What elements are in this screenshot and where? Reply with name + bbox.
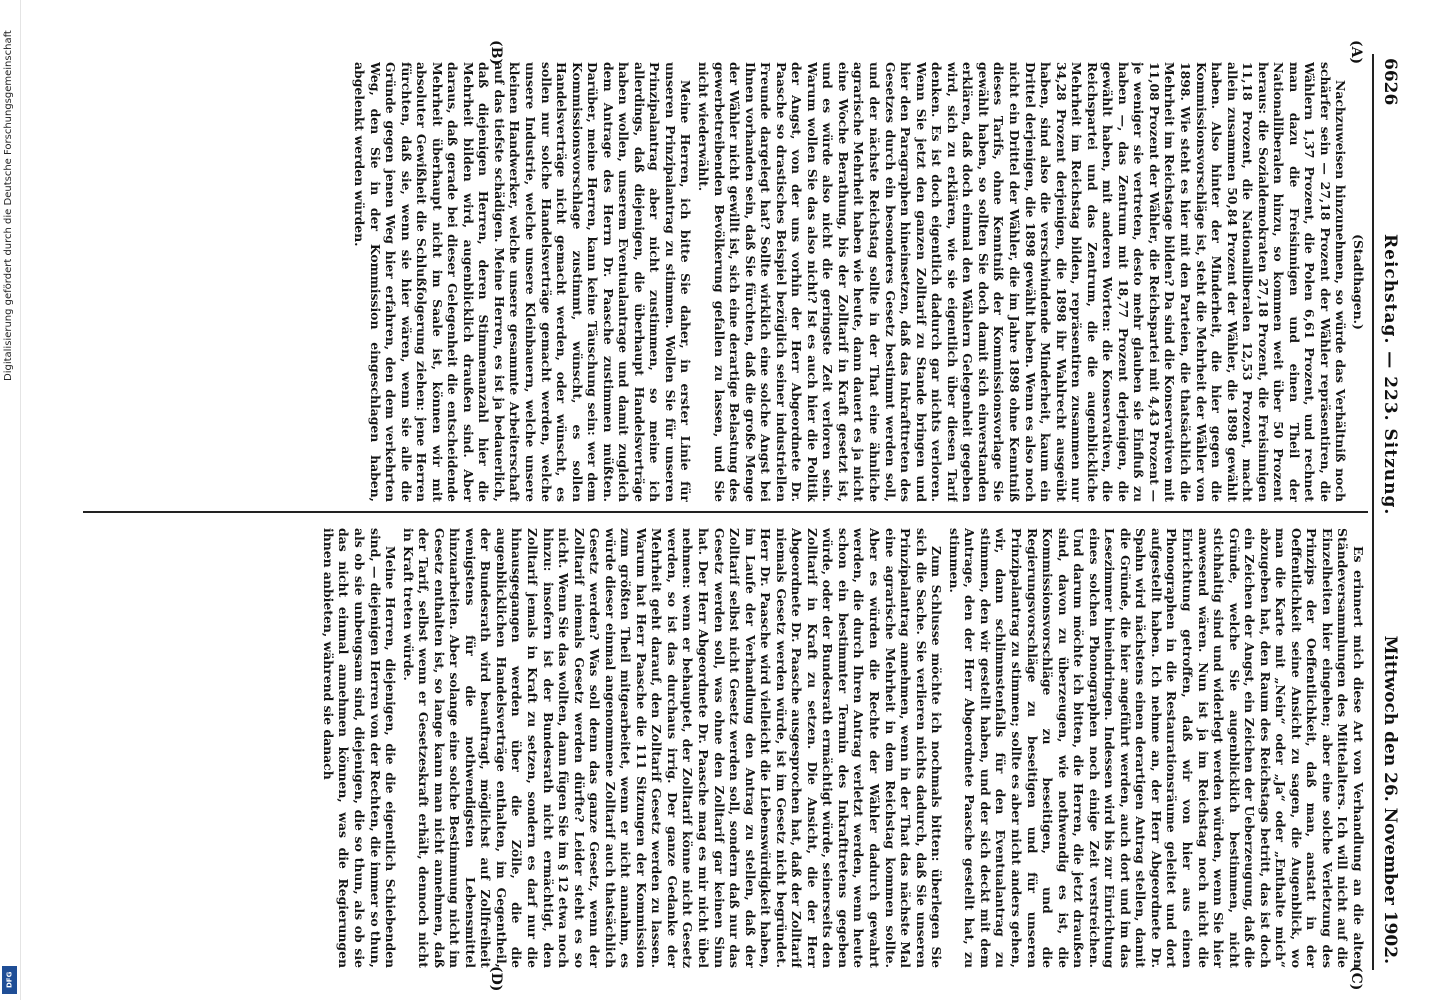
rotated-newspaper-page bbox=[80, 40, 1404, 992]
page-number: 6626 bbox=[1380, 58, 1400, 106]
page-title: Reichstag. — 223. Sitzung. bbox=[1380, 234, 1400, 516]
margin-mark-a: (A) bbox=[1348, 40, 1364, 65]
running-head bbox=[1372, 54, 1404, 970]
margin-mark-c: (C) bbox=[1348, 966, 1364, 991]
speaker-name: (Stadthagen.) bbox=[1351, 234, 1366, 330]
paragraph: Nachzuweisen hinzunehmen, so würde das Verhältniß noch schärfer sein — 27,18 Prozent der Wähler repräsentiren, die Wählern 1,37 Prozent, die Polen 6,61 Prozent, und rechnet man dazu die Freisinnigen und einen Theil der Nationalliberalen hinzu, so kommen weit über 50 Prozent heraus: die Sozialdemokraten 27,18 Prozent, die Freisinnigen 11,18 Prozent, die Nationalliberalen 12,53 Prozent, macht allein zusammen 50,84 Prozent der Wähler, die 1898 gewählt haben. Also hinter der Minderheit, die hier gegen die Kommissionsvorschläge ist, steht die Mehrheit der Wähler von 1898. Wie steht es hier mit den Parteien, die thatsächlich die Mehrheit im Reichstage bilden? Da sind die Konservativen mit 11,08 Prozent der Wähler, die Reichspartei mit 4,43 Prozent — je weniger sie vertreten, desto mehr glauben sie Einfluß zu haben —, das Zentrum mit 18,77 Prozent derjenigen, die gewählt haben, mit anderen Worten: die Konservativen, die Reichspartei und das Zentrum, die die augenblickliche Mehrheit im Reichstag bilden, repräsentiren zusammen nur 34,28 Prozent derjenigen, die 1898 ihr Wahlrecht ausgeübt haben, sind also die verschwindende Minderheit, kaum ein Drittel derjenigen, die 1898 gewählt haben. Wenn es also noch nicht ein Drittel der Wähler, die im Jahre 1898 ohne Kenntniß dieses Tarifs, ohne Kenntniß der Kommissionsvorlage Sie gewählt haben, so sollten Sie doch damit sich einverstanden erklären, daß doch einmal den Wählern Gelegenheit gegeben wird, sich zu erklären, wie sie eigentlich über diesen Tarif denken. Es ist doch eigentlich dadurch gar nichts verloren. Wenn Sie jetzt den ganzen Zolltarif zu Stande bringen und hier den Paragraphen hineinsetzen, daß das Inkrafttreten des Gesetzes durch ein besonderes Gesetz bestimmt werden soll, und der nächste Reichstag sollte in der That eine ähnliche agrarische Mehrheit haben wie heute, dann dauert es ja nicht eine Woche Berathung, bis der Zolltarif in Kraft gesetzt ist, und es würde also nicht die geringste Zeit verloren sein. Warum wollen Sie das also nicht? Ist es auch hier die Politik der Angst, von der uns vorhin der Herr Abgeordnete Dr. Paasche so drastisches Beispiel bezüglich seiner industriellen Freunde dargelegt hat? Sollte wirklich eine solche Angst bei Ihnen vorhanden sein, daß Sie fürchten, daß die große Menge der Wähler nicht gewillt ist, sich eine derartige Belastung des gewerbetreibenden Bevölkerung gefallen zu lassen, und Sie nicht wiederwählt. bbox=[696, 62, 1349, 502]
column-divider bbox=[83, 511, 1368, 513]
funding-credit: Digitalisierung gefördert durch die Deutsche Forschungsgemeinschaft bbox=[3, 30, 14, 381]
left-text-column bbox=[84, 62, 1366, 502]
paragraph: Zum Schlusse möchte ich nochmals bitten: überlegen Sie sich die Sache. Sie verlieren nichts dadurch, daß Sie unseren Prinzipalantrag annehmen, wenn in der That das nächste Mal eine agrarische Mehrheit in dem Reichstag kommen sollte. Aber es würden die Rechte der Wähler dadurch gewahrt werden, die durch Ihren Antrag verletzt werden, wenn heute schon ein bestimmter Termin des Inkrafttretens gegeben würde, oder der Bundesrath ermächtigt würde, seinerseits den Zolltarif in Kraft zu setzen. Die Ansicht, die der Herr Abgeordnete Dr. Paasche ausgesprochen hat, daß der Zolltarif niemals Gesetz werden würde, ist im Gesetz nicht begründet. Herr Dr. Paasche wird vielleicht die Liebenswürdigkeit haben, im Laufe der Verhandlung den Antrag zu stellen, daß der Zolltarif selbst nicht Gesetz werden soll, sondern daß nur das Gesetz werden soll, was ohne den Zolltarif gar keinen Sinn hat. Der Herr Abgeordnete Dr. Paasche mag es mir nicht übel nehmen: wenn er behauptet, der Zolltarif könne nicht Gesetz werden, so ist das durchaus irrig. Der ganze Gedanke der Mehrheit geht darauf, den Zolltarif Gesetz werden zu lassen. Warum hat Herr Paasche die 111 Sitzungen der Kommission zum größten Theil mitgearbeitet, wenn er nicht annahm, es würde dieser einmal angenommene Zolltarif auch thatsächlich Gesetz werden? Was soll denn das ganze Gesetz, wenn der Zolltarif niemals Gesetz werden dürfte? Leider steht es so nicht. Wenn Sie das wollten, dann fügen Sie im § 12 etwa noch hinzu: insofern ist der Bundesrath nicht ermächtigt, den Zolltarif jemals in Kraft zu setzen, sondern es darf nur die hinausgegangen werden über die Zölle, die die augenblicklichen Handelsverträge enthalten, im Gegentheil, der Bundesrath wird beauftragt, möglichst auf Zollfreiheit wenigstens für die nothwendigsten Lebensmittel hinzuarbeiten. Aber solange eine solche Bestimmung nicht im Gesetz enthalten ist, so lange kann man nicht annehmen, daß der Tarif, selbst wenn er Gesetzeskraft erhält, dennoch nicht in Kraft treten würde. bbox=[400, 528, 945, 968]
margin-mark-b: (B) bbox=[488, 40, 504, 66]
paragraph: Meine Herren, diejenigen, die die eigentlich Schiebenden sind, — diejenigen Herren von der Rechten, die immer so thun, als ob sie unbeugsam sind, diejenigen, die so thun, als ob sie das nicht einmal annehmen können, was die Regierungen ihnen anbieten, während sie danach bbox=[320, 528, 399, 968]
right-text-column bbox=[84, 528, 1366, 968]
paragraph: Es erinnert mich diese Art von Verhandlung an die alten Ständeversammlungen des Mittelalters. Ich will nicht auf die Einzelheiten hier eingehen; aber eine solche Verletzung des Prinzips der Oeffentlichkeit, daß man, anstatt in der Oeffentlichkeit seine Ansicht zu sagen, die Augenblick, wo man die Karte mit „Nein“ oder „Ja“ oder „Enthalte mich“ abzugeben hat, den Raum des Reichstags betritt, das ist doch ein Zeichen der Angst, ein Zeichen der Ueberzeugung, daß die Gründe, welche Sie augenblicklich bestimmen, nicht stichhaltig sind und widerlegt werden würden, wenn Sie hier anwesend wären. Nun ist ja im Reichstag noch nicht die Einrichtung getroffen, daß wir von hier aus einen Phonographen in die Restaurationsräume geleitet und dort aufgestellt haben. Ich nehme an, der Herr Abgeordnete Dr. Spahn wird nächstens einen derartigen Antrag stellen, damit die Gründe, die hier angeführt werden, auch dort und im das Lesezimmer hineindringen. Indessen wird bis zur Einrichtung eines solchen Phonographen noch einige Zeit verstreichen. Und darum möchte ich bitten, die Herren, die jetzt draußen sind, davon zu überzeugen, wie nothwendig es ist, die Kommissionsvorschläge zu beseitigen, und die Regierungsvorschläge zu beseitigen und für unseren Prinzipalantrag zu stimmen; sollte es aber nicht anders gehen, wir, dann schlimmstenfalls für den Eventualantrag zu stimmen, den wir gestellt haben, und der sich deckt mit dem Antrage, den der Herr Abgeordnete Paasche gestellt hat, zu stimmen. bbox=[946, 528, 1366, 968]
session-date: Mittwoch den 26. November 1902. bbox=[1380, 635, 1400, 964]
margin-mark-d: (D) bbox=[488, 966, 504, 992]
dfg-logo-icon: DFG bbox=[2, 966, 17, 994]
scanned-page-area bbox=[80, 40, 1404, 992]
viewer-sidebar bbox=[0, 0, 21, 1000]
paragraph: Meine Herren, ich bitte Sie daher, in erster Linie für unseren Prinzipalantrag zu stimmen. Wollen Sie für unseren Prinzipalantrag aber nicht zustimmen, so meine ich allerdings, daß diejenigen, die überhaupt Handelsverträge haben wollen, unserem Eventualantrage und damit zugleich dem Antrage des Herrn Dr. Paasche zustimmen müßten. Darüber, meine Herren, kann keine Täuschung sein: wer dem Kommissionsvorschlage zustimmt, wünscht, es sollen Handelsverträge nicht gemacht werden, oder wünscht, es sollen nur solche Handelsverträge gemacht werden, welche unsere Industrie, welche unsere Kleinbauern, welche unsere kleinen Handwerker, welche unsere gesammte Arbeiterschaft auf das tiefste schädigen. Meine Herren, es ist ja bedauerlich, daß diejenigen Herren, deren Stimmenanzahl hier die Mehrheit bilden wird, augenblicklich draußen sind. Aber daraus, daß gerade bei dieser Gelegenheit die entscheidende Mehrheit überhaupt nicht im Saale ist, können wir mit absoluter Gewißheit die Schlußfolgerung ziehen: jene Herren fürchten, daß sie, wenn sie hier wären, wenn sie alle die Gründe gegen jenen Weg hier erfahren, den dem verkehrten Weg, den Sie in der Kommission eingeschlagen haben, abgelenkt werden würden. bbox=[352, 62, 694, 502]
